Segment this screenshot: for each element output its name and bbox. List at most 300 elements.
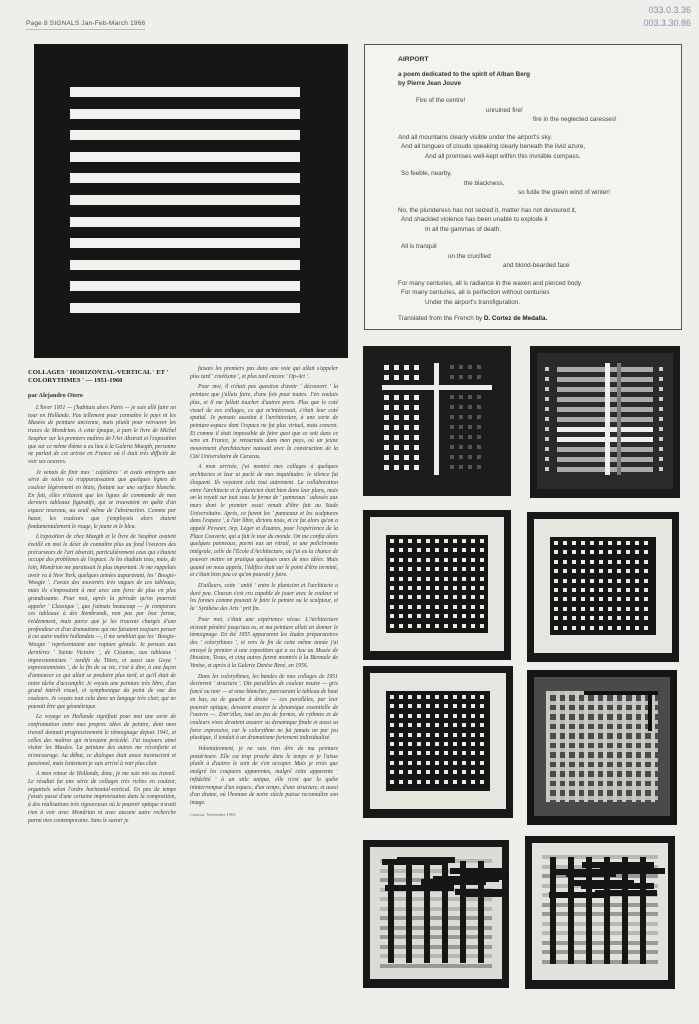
- artwork-mark: [590, 579, 594, 583]
- artwork-mark: [462, 567, 466, 571]
- artwork-mark: [380, 907, 492, 911]
- artwork-mark: [390, 742, 394, 746]
- artwork-mark: [471, 586, 475, 590]
- artwork-mark: [644, 607, 648, 611]
- artwork-mark: [659, 407, 663, 411]
- artwork-mark: [622, 857, 628, 964]
- white-stripe: [70, 281, 300, 291]
- artwork-mark: [468, 455, 472, 459]
- artwork-mark: [394, 395, 399, 400]
- artwork-mark: [404, 425, 409, 430]
- artwork-mark: [404, 415, 409, 420]
- poem-line: So feeble, nearby,: [401, 170, 452, 177]
- artwork-mark: [426, 723, 430, 727]
- article-column-1: [28, 405, 176, 828]
- article-paragraph: Pour moi, il n'était pas question d'avoir ' découvert ' la peinture que j'allais faire, d'une fois pour toutes. J'en voulais plus, et il me fallait toucher d'autres ports. Plus que le coté visuel de ces collages, ce qui m'intéressait, c'était leur coté spatial. Je pensais aussitot à l'architecture, à une sorte de peinture-espace dont l'espace ne fut plus virtuel, mais concret. Et comme il était impossible de faire quoi que ce soit dans ce sens en France, je retournais dans mon pays, où un jeune mouvement d'architecture naissait avec la construction de la Cité Universitaire de Caracas.: [190, 384, 338, 460]
- artwork-mark: [462, 614, 466, 618]
- artwork-mark: [399, 605, 403, 609]
- artwork-mark: [608, 597, 612, 601]
- artwork-mark: [404, 395, 409, 400]
- artwork-mark: [572, 626, 576, 630]
- artwork-mark: [444, 723, 448, 727]
- artwork-mark: [426, 761, 430, 765]
- artwork-mark: [617, 607, 621, 611]
- artwork-mark: [563, 616, 567, 620]
- artwork-mark: [435, 614, 439, 618]
- artwork-mark: [471, 548, 475, 552]
- artwork-mark: [390, 586, 394, 590]
- artwork-mark: [471, 742, 475, 746]
- artwork-mark: [581, 569, 585, 573]
- artwork-mark: [426, 567, 430, 571]
- artwork-thumbnail: [363, 510, 511, 660]
- artwork-mark: [453, 577, 457, 581]
- artwork-mark: [380, 964, 492, 968]
- artwork-mark: [399, 595, 403, 599]
- artwork-mark: [444, 742, 448, 746]
- artwork-mark: [459, 435, 463, 439]
- artwork-mark: [468, 405, 472, 409]
- artwork-mark: [417, 733, 421, 737]
- artwork-mark: [435, 605, 439, 609]
- artwork-mark: [459, 455, 463, 459]
- artwork-mark: [590, 616, 594, 620]
- artwork-mark: [599, 541, 603, 545]
- artwork-mark: [435, 742, 439, 746]
- artwork-mark: [659, 377, 663, 381]
- artwork-mark: [459, 415, 463, 419]
- poem-line: unruined fire!: [486, 106, 523, 114]
- artwork-mark: [450, 415, 454, 419]
- artwork-mark: [471, 558, 475, 562]
- artwork-mark: [546, 691, 550, 802]
- artwork-mark: [384, 445, 389, 450]
- artwork-mark: [450, 395, 454, 399]
- artwork-mark: [404, 455, 409, 460]
- artwork-mark: [554, 550, 558, 554]
- artwork-mark: [545, 457, 549, 461]
- artwork-mark: [468, 465, 472, 469]
- artwork-mark: [399, 586, 403, 590]
- artwork-thumbnail: [525, 836, 675, 989]
- artwork-mark: [426, 624, 430, 628]
- artwork-mark: [435, 751, 439, 755]
- poem-line: And all mountains clearly visible under the airport's sky.: [398, 133, 553, 141]
- artwork-mark: [394, 465, 399, 470]
- article-paragraph: D'ailleurs, cette ' unité ' entre le planicien et l'architecte a duré peu. Chacun s'est cru capable de jouer avec la couleur et les formes comme pouvait le faire le peintre ou le sculpteur, et la ' Synthèse des Arts ' prit fin.: [190, 582, 338, 613]
- artwork-mark: [605, 363, 610, 475]
- artwork-mark: [384, 405, 389, 410]
- artwork-mark: [414, 435, 419, 440]
- artwork-mark: [468, 375, 472, 379]
- article-paragraph: Le voyage en Hollande signifiait pour moi une sorte de confrontation entre mes propres idées de peintre, dont mon travail donnait progressivement le témoignage depuis 1941, et celles des maîtres qui m'avaient précédé. J'ai toujours aimé visiter les Musées. La peinture des autres me réconforte et m'encourage. Au début, ce dialogue était assez inconscient et passionel, mais lentement je suis arrivé à voir plus clair.: [28, 714, 176, 767]
- artwork-mark: [462, 624, 466, 628]
- artwork-mark: [545, 397, 549, 401]
- poem-line: And all tongues of clouds speaking clearly beneath the livid azure,: [401, 143, 586, 150]
- artwork-mark: [390, 723, 394, 727]
- artwork-mark: [417, 704, 421, 708]
- artwork-mark: [453, 548, 457, 552]
- artwork-mark: [444, 780, 448, 784]
- artwork-mark: [435, 723, 439, 727]
- artwork-mark: [471, 723, 475, 727]
- article-paragraph: A mon arrivée, j'ai montré mes collages à quelques architectes et leur ai parlé de mes inquiétudes: le silence fut éloquent. Ils voyaient cela tout autrement. La collaboration entre l'architecte et le planicien était bien dans leur plans, mais on la voyait sur tout sous la forme de ' panneaux ' adossés aux murs dont le premier essai venait d'être fait au Stade Universitaire. Après, ce furent les ' panneaux et les sculptures dans l'espace ', à l'air libre, dirions nous, et ce fut alors qu'on a appelé Pevsner, Arp, Léger et d'autres, pour l'expérience de la Place Couverte, qui a fait le tour du monde. On me confia alors quelques panneaux, parmi eux un vitrail, et une polichromie intégrale, celle de l'Ecole d'Architecture, où j'ai eu la chance de pouvoir mettre en pratique quelques unes de mes idées. Mais quand on nous appela, l'édifice était sur le point d'être terminé, et c'était bien peu ce qu'on pouvait y faire.: [190, 464, 338, 579]
- artwork-mark: [414, 425, 419, 430]
- artwork-mark: [626, 541, 630, 545]
- poem-line: No, the plunderess has not seized it, matter has not devoured it,: [398, 206, 577, 214]
- artwork-mark: [444, 751, 448, 755]
- artwork-mark: [435, 558, 439, 562]
- white-stripe: [70, 130, 300, 140]
- artwork-canvas: [534, 519, 672, 653]
- archive-marks: [643, 4, 691, 30]
- artwork-mark: [390, 548, 394, 552]
- artwork-mark: [390, 539, 394, 543]
- artwork-mark: [408, 742, 412, 746]
- artwork-canvas: [534, 677, 670, 816]
- artwork-mark: [424, 861, 430, 963]
- artwork-mark: [444, 577, 448, 581]
- artwork-mark: [584, 691, 658, 695]
- artwork-mark: [390, 605, 394, 609]
- artwork-mark: [468, 435, 472, 439]
- artwork-mark: [459, 425, 463, 429]
- artwork-mark: [390, 733, 394, 737]
- artwork-mark: [554, 579, 558, 583]
- artwork-mark: [608, 607, 612, 611]
- artwork-mark: [394, 405, 399, 410]
- artwork-mark: [563, 626, 567, 630]
- artwork-mark: [626, 579, 630, 583]
- artwork-mark: [617, 560, 621, 564]
- white-stripe: [70, 260, 300, 270]
- artwork-thumbnail: [363, 666, 513, 818]
- artwork-mark: [380, 935, 492, 939]
- artwork-mark: [399, 539, 403, 543]
- artwork-mark: [608, 616, 612, 620]
- artwork-mark: [594, 691, 598, 802]
- white-stripe: [70, 87, 300, 97]
- artwork-mark: [648, 691, 652, 731]
- artwork-mark: [572, 597, 576, 601]
- artwork-mark: [408, 624, 412, 628]
- artwork-mark: [480, 770, 484, 774]
- artwork-mark: [545, 417, 549, 421]
- artwork-mark: [635, 560, 639, 564]
- artwork-mark: [435, 567, 439, 571]
- artwork-mark: [608, 579, 612, 583]
- artwork-mark: [399, 770, 403, 774]
- artwork-mark: [635, 616, 639, 620]
- artwork-mark: [414, 415, 419, 420]
- artwork-mark: [549, 892, 606, 898]
- artwork-mark: [617, 550, 621, 554]
- artwork-mark: [408, 548, 412, 552]
- artwork-mark: [390, 714, 394, 718]
- poem-line: the blackness,: [464, 179, 505, 187]
- artwork-mark: [417, 714, 421, 718]
- stanza-gap: [398, 161, 681, 169]
- artwork-mark: [450, 465, 454, 469]
- artwork-mark: [599, 550, 603, 554]
- poem-title: AIRPORT: [398, 56, 429, 63]
- artwork-mark: [408, 751, 412, 755]
- artwork-mark: [550, 857, 556, 964]
- artwork-mark: [584, 691, 588, 802]
- artwork-mark: [572, 588, 576, 592]
- artwork-mark: [617, 597, 621, 601]
- artwork-mark: [590, 597, 594, 601]
- artwork-mark: [599, 560, 603, 564]
- artwork-mark: [563, 588, 567, 592]
- artwork-mark: [477, 465, 481, 469]
- artwork-mark: [453, 770, 457, 774]
- artwork-mark: [384, 415, 389, 420]
- poem-line: In all the gammas of death.: [425, 225, 501, 233]
- artwork-mark: [459, 465, 463, 469]
- artwork-mark: [608, 588, 612, 592]
- artwork-mark: [404, 365, 409, 370]
- artwork-mark: [426, 695, 430, 699]
- artwork-mark: [545, 387, 549, 391]
- artwork-mark: [644, 616, 648, 620]
- artwork-mark: [477, 375, 481, 379]
- artwork-canvas: [370, 353, 504, 487]
- artwork-mark: [617, 541, 621, 545]
- artwork-mark: [408, 723, 412, 727]
- artwork-mark: [426, 733, 430, 737]
- artwork-mark: [563, 550, 567, 554]
- artwork-mark: [408, 704, 412, 708]
- artwork-mark: [453, 586, 457, 590]
- artwork-mark: [471, 605, 475, 609]
- artwork-mark: [635, 597, 639, 601]
- artwork-mark: [453, 614, 457, 618]
- artwork-mark: [444, 733, 448, 737]
- artwork-mark: [545, 467, 549, 471]
- artwork-mark: [426, 704, 430, 708]
- article-paragraph: Je venais de finir mes ' cafetières ' et avais entrepris une série de toiles où n'apparaissaient que quelques lignes de couleur légèrement en biais, flottant sur une surface blanche. En fait, elles n'étaient que les lignes de commande de mes derniers tableaux figuratifs, qui se trouvaient en quête d'un espace nouveau, au seuil même de l'abstraction. Comme par hazar, les couleurs que j'employais alors étaient fondamentalement le rouge, le jaune et le bleu.: [28, 469, 176, 530]
- artwork-mark: [468, 395, 472, 399]
- artwork-mark: [608, 541, 612, 545]
- artwork-thumbnail: [363, 840, 509, 988]
- artwork-mark: [394, 365, 399, 370]
- artwork-mark: [417, 695, 421, 699]
- artwork-mark: [390, 695, 394, 699]
- artwork-mark: [390, 624, 394, 628]
- artwork-mark: [435, 624, 439, 628]
- stanza-gap: [398, 271, 681, 279]
- artwork-mark: [659, 437, 663, 441]
- artwork-mark: [644, 588, 648, 592]
- artwork-mark: [390, 567, 394, 571]
- artwork-mark: [390, 704, 394, 708]
- artwork-mark: [388, 861, 394, 963]
- artwork-mark: [471, 695, 475, 699]
- artwork-thumbnail: [530, 346, 680, 498]
- artwork-mark: [384, 425, 389, 430]
- artwork-mark: [471, 780, 475, 784]
- artwork-mark: [635, 579, 639, 583]
- artwork-mark: [659, 387, 663, 391]
- artwork-mark: [435, 595, 439, 599]
- artwork-mark: [399, 695, 403, 699]
- artwork-mark: [477, 455, 481, 459]
- artwork-mark: [390, 558, 394, 562]
- artwork-mark: [545, 427, 549, 431]
- artwork-mark: [471, 614, 475, 618]
- artwork-mark: [404, 405, 409, 410]
- artwork-mark: [644, 560, 648, 564]
- artwork-mark: [477, 415, 481, 419]
- artwork-mark: [575, 691, 579, 802]
- artwork-mark: [453, 761, 457, 765]
- artwork-mark: [384, 455, 389, 460]
- artwork-mark: [394, 415, 399, 420]
- artwork-mark: [384, 395, 389, 400]
- artwork-mark: [480, 577, 484, 581]
- artwork-mark: [590, 569, 594, 573]
- artwork-mark: [414, 445, 419, 450]
- artwork-mark: [408, 577, 412, 581]
- artwork-mark: [478, 861, 484, 963]
- artwork-mark: [599, 626, 603, 630]
- translation-prefix: Translated from the French by: [398, 315, 484, 322]
- artwork-mark: [444, 761, 448, 765]
- artwork-mark: [466, 874, 509, 880]
- white-stripe: [70, 173, 300, 183]
- artwork-mark: [408, 595, 412, 599]
- poem-translation-credit: [398, 315, 681, 322]
- artwork-mark: [442, 861, 448, 963]
- artwork-mark: [471, 714, 475, 718]
- artwork-mark: [399, 577, 403, 581]
- artwork-mark: [471, 704, 475, 708]
- hero-artwork-stripes: [34, 44, 348, 358]
- artwork-mark: [394, 435, 399, 440]
- artwork-mark: [426, 558, 430, 562]
- artwork-mark: [384, 365, 389, 370]
- artwork-mark: [390, 614, 394, 618]
- artwork-mark: [408, 558, 412, 562]
- artwork-mark: [581, 626, 585, 630]
- artwork-mark: [635, 541, 639, 545]
- artwork-mark: [480, 539, 484, 543]
- artwork-mark: [417, 567, 421, 571]
- artwork-mark: [390, 595, 394, 599]
- poem-line: and blond-bearded face: [503, 262, 570, 269]
- artwork-mark: [590, 607, 594, 611]
- article-byline: par Alejandro Otero: [28, 392, 83, 399]
- artwork-mark: [426, 751, 430, 755]
- artwork-mark: [450, 405, 454, 409]
- artwork-mark: [462, 751, 466, 755]
- artwork-mark: [554, 616, 558, 620]
- artwork-mark: [581, 550, 585, 554]
- artwork-mark: [406, 861, 412, 963]
- artwork-mark: [399, 723, 403, 727]
- artwork-mark: [563, 597, 567, 601]
- artwork-mark: [399, 742, 403, 746]
- artwork-mark: [382, 385, 492, 390]
- artwork-mark: [659, 467, 663, 471]
- artwork-mark: [408, 605, 412, 609]
- artwork-mark: [417, 595, 421, 599]
- artwork-mark: [554, 597, 558, 601]
- artwork-mark: [590, 626, 594, 630]
- artwork-mark: [408, 695, 412, 699]
- artwork-mark: [417, 770, 421, 774]
- artwork-mark: [471, 761, 475, 765]
- artwork-mark: [390, 770, 394, 774]
- poem-line: on the crucified: [448, 252, 491, 260]
- artwork-mark: [581, 588, 585, 592]
- artwork-mark: [444, 695, 448, 699]
- artwork-mark: [450, 375, 454, 379]
- artwork-mark: [480, 761, 484, 765]
- artwork-mark: [399, 614, 403, 618]
- artwork-mark: [581, 541, 585, 545]
- artwork-mark: [435, 770, 439, 774]
- artwork-mark: [659, 447, 663, 451]
- artwork-mark: [408, 539, 412, 543]
- artwork-mark: [480, 548, 484, 552]
- artwork-mark: [635, 626, 639, 630]
- artwork-mark: [480, 586, 484, 590]
- artwork-canvas: [537, 353, 673, 489]
- artwork-mark: [399, 733, 403, 737]
- artwork-mark: [384, 375, 389, 380]
- artwork-mark: [444, 624, 448, 628]
- artwork-canvas: [370, 673, 506, 809]
- artwork-mark: [644, 569, 648, 573]
- artwork-mark: [563, 607, 567, 611]
- artwork-mark: [417, 624, 421, 628]
- artwork-mark: [572, 550, 576, 554]
- artwork-mark: [480, 614, 484, 618]
- artwork-mark: [462, 742, 466, 746]
- artwork-mark: [613, 691, 617, 802]
- artwork-mark: [590, 541, 594, 545]
- artwork-mark: [453, 567, 457, 571]
- artwork-mark: [581, 560, 585, 564]
- artwork-mark: [471, 567, 475, 571]
- artwork-mark: [384, 435, 389, 440]
- poem-line: Fire of the centre!: [416, 97, 466, 104]
- artwork-mark: [417, 586, 421, 590]
- artwork-mark: [459, 365, 463, 369]
- artwork-mark: [644, 541, 648, 545]
- artwork-mark: [404, 465, 409, 470]
- artwork-mark: [599, 616, 603, 620]
- artwork-mark: [556, 691, 560, 802]
- artwork-mark: [462, 558, 466, 562]
- stanza-gap: [398, 198, 681, 206]
- artwork-mark: [471, 624, 475, 628]
- artwork-mark: [453, 733, 457, 737]
- artwork-mark: [444, 586, 448, 590]
- artwork-mark: [444, 595, 448, 599]
- artwork-mark: [563, 569, 567, 573]
- artwork-mark: [563, 560, 567, 564]
- artwork-mark: [417, 614, 421, 618]
- artwork-mark: [626, 607, 630, 611]
- artwork-mark: [394, 425, 399, 430]
- running-header: Page 8 SIGNALS Jan-Feb-March 1966: [26, 20, 145, 30]
- artwork-mark: [390, 751, 394, 755]
- artwork-mark: [626, 560, 630, 564]
- artwork-mark: [417, 780, 421, 784]
